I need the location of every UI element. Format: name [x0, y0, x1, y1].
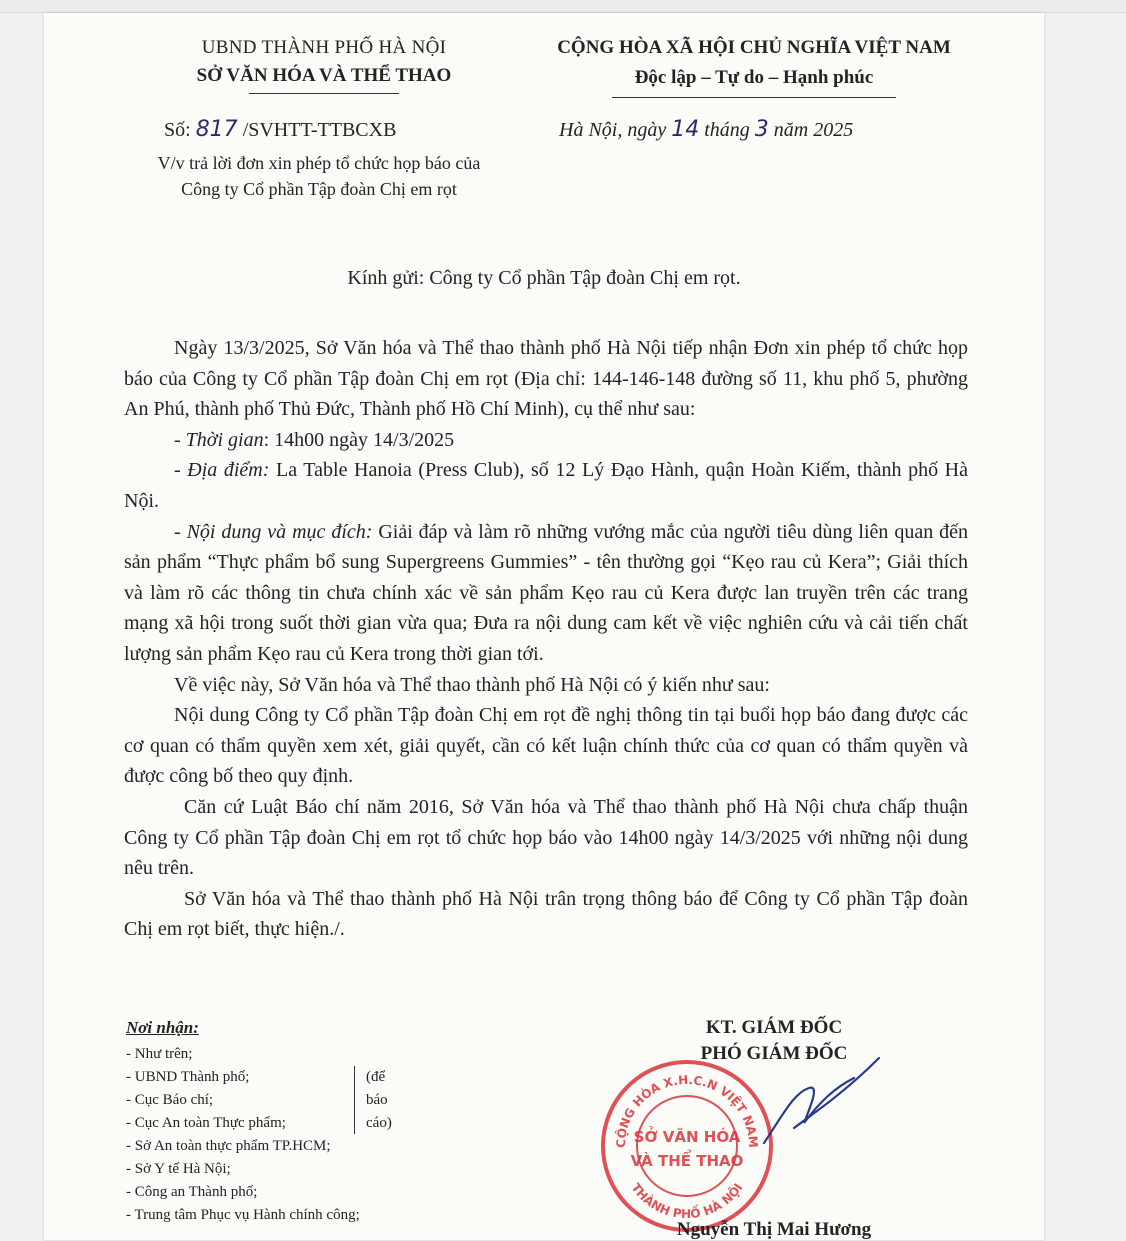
svg-text:SỞ VĂN HÓA: SỞ VĂN HÓA: [633, 1128, 741, 1146]
bracket-note-line: (để: [366, 1069, 386, 1085]
recipients-title: Nơi nhận:: [126, 1018, 199, 1037]
signer-title: PHÓ GIÁM ĐỐC: [700, 1043, 848, 1064]
recipients-list: [126, 1043, 360, 1227]
paragraph-opinion: Về việc này, Sở Văn hóa và Thể thao thành phố Hà Nội có ý kiến như sau:: [174, 673, 770, 696]
item-place-value: La Table Hanoia (Press Club), số 12 Lý Đạo Hành, quận Hoàn Kiếm, thành phố Hà Nội.: [124, 459, 968, 512]
date-month-handwritten: 3: [754, 117, 769, 142]
document-number: [164, 117, 396, 142]
signer-name: Nguyễn Thị Mai Hương: [676, 1219, 872, 1240]
date-day-handwritten: 14: [671, 117, 700, 142]
date-month-label: tháng: [704, 119, 750, 141]
motto-underline: [612, 97, 896, 98]
agency-name: SỞ VĂN HÓA VÀ THỂ THAO: [196, 65, 452, 86]
date-prefix: Hà Nội, ngày: [559, 119, 667, 141]
recipient-item: - Như trên;: [126, 1046, 193, 1062]
greeting: Kính gửi: Công ty Cổ phần Tập đoàn Chị em rọt.: [347, 267, 741, 289]
document-subject: V/v trả lời đơn xin phép tổ chức họp báo của Công ty Cổ phần Tập đoàn Chị em rọt: [157, 153, 481, 199]
handwritten-signature-icon: [644, 1033, 884, 1153]
svg-text:VÀ THỂ THAO: VÀ THỂ THAO: [630, 1152, 744, 1170]
paragraph-intro: Ngày 13/3/2025, Sở Văn hóa và Thể thao thành phố Hà Nội tiếp nhận Đơn xin phép tổ chức họp báo của Công ty Cổ phần Tập đoàn Chị em rọt (Địa chỉ: 144-146-148 đường số 11, khu phố 5, phường An Phú, thành phố Thủ Đức, Thành phố Hồ Chí Minh), cụ thể như sau:: [124, 337, 968, 421]
number-handwritten: 817: [195, 117, 238, 142]
item-place: [124, 455, 968, 516]
document-body: [124, 333, 968, 945]
paragraph-basis: Căn cứ Luật Báo chí năm 2016, Sở Văn hóa và Thể thao thành phố Hà Nội chưa chấp thuận Công ty Cổ phần Tập đoàn Chị em rọt tổ chức họp báo vào 14h00 ngày 14/3/2025 với những nội dung nêu trên.: [124, 795, 968, 880]
item-content-value: Giải đáp và làm rõ những vướng mắc của người tiêu dùng liên quan đến sản phẩm “Thực phẩm bổ sung Supergreens Gummies” - tên thường gọi “Kẹo rau củ Kera”; Giải thích và làm rõ các thông tin chưa chính xác về sản phẩm Kẹo rau củ Kera được lan truyền trên các trang mạng xã hội trong suốt thời gian vừa qua; Đưa ra nội dung cam kết về việc nghiên cứu và cải tiến chất lượng sản phẩm Kẹo rau củ Kera trong thời gian tới.: [124, 520, 968, 665]
item-time-value: : 14h00 ngày 14/3/2025: [263, 428, 455, 451]
recipient-item: - Sở Y tế Hà Nội;: [126, 1161, 231, 1177]
recipient-item: - Sở An toàn thực phẩm TP.HCM;: [126, 1138, 331, 1154]
item-place-label: - Địa điểm:: [174, 459, 270, 482]
recipient-item: - Cục Báo chí;: [126, 1092, 214, 1108]
item-time: [124, 425, 968, 456]
document-page: [44, 13, 1044, 1240]
number-prefix: Số:: [164, 119, 191, 141]
item-content: [124, 517, 968, 670]
number-suffix: /SVHTT-TTBCXB: [242, 119, 397, 141]
item-content-label: - Nội dung và mục đích:: [174, 520, 373, 543]
bracket-note: [366, 1066, 392, 1135]
recipients-bracket: [354, 1066, 359, 1134]
recipient-item: - Trung tâm Phục vụ Hành chính công;: [126, 1207, 360, 1223]
svg-text:CỘNG HÒA X.H.C.N VIỆT NAM: CỘNG HÒA X.H.C.N VIỆT NAM: [613, 1072, 761, 1149]
recipient-item: - Công an Thành phố;: [126, 1184, 258, 1200]
document-date: [559, 117, 853, 142]
date-year: năm 2025: [773, 119, 854, 141]
nation-motto: Độc lập – Tự do – Hạnh phúc: [634, 67, 874, 88]
nation-title: CỘNG HÒA XÃ HỘI CHỦ NGHĨA VIỆT NAM: [557, 37, 951, 58]
paragraph-closing: Sở Văn hóa và Thể thao thành phố Hà Nội trân trọng thông báo để Công ty Cổ phần Tập đoàn Chị em rọt biết, thực hiện./.: [124, 887, 968, 941]
recipient-item: - Cục An toàn Thực phẩm;: [126, 1115, 286, 1131]
bracket-note-line: cáo): [366, 1115, 392, 1131]
viewer-top-bar: [0, 0, 1126, 13]
paragraph-content: Nội dung Công ty Cổ phần Tập đoàn Chị em rọt đề nghị thông tin tại buổi họp báo đang được các cơ quan có thẩm quyền xem xét, giải quyết, cần có kết luận chính thức của cơ quan có thẩm quyền và được công bố theo quy định.: [124, 704, 968, 788]
agency-parent: UBND THÀNH PHỐ HÀ NỘI: [201, 37, 447, 58]
item-time-label: - Thời gian: [174, 428, 264, 451]
agency-underline: [249, 93, 399, 94]
signer-kt: KT. GIÁM ĐỐC: [705, 1017, 843, 1038]
svg-text:THÀNH PHỐ HÀ NỘI: THÀNH PHỐ HÀ NỘI: [628, 1180, 746, 1222]
bracket-note-line: báo: [366, 1092, 388, 1108]
recipient-item: - UBND Thành phố;: [126, 1069, 250, 1085]
